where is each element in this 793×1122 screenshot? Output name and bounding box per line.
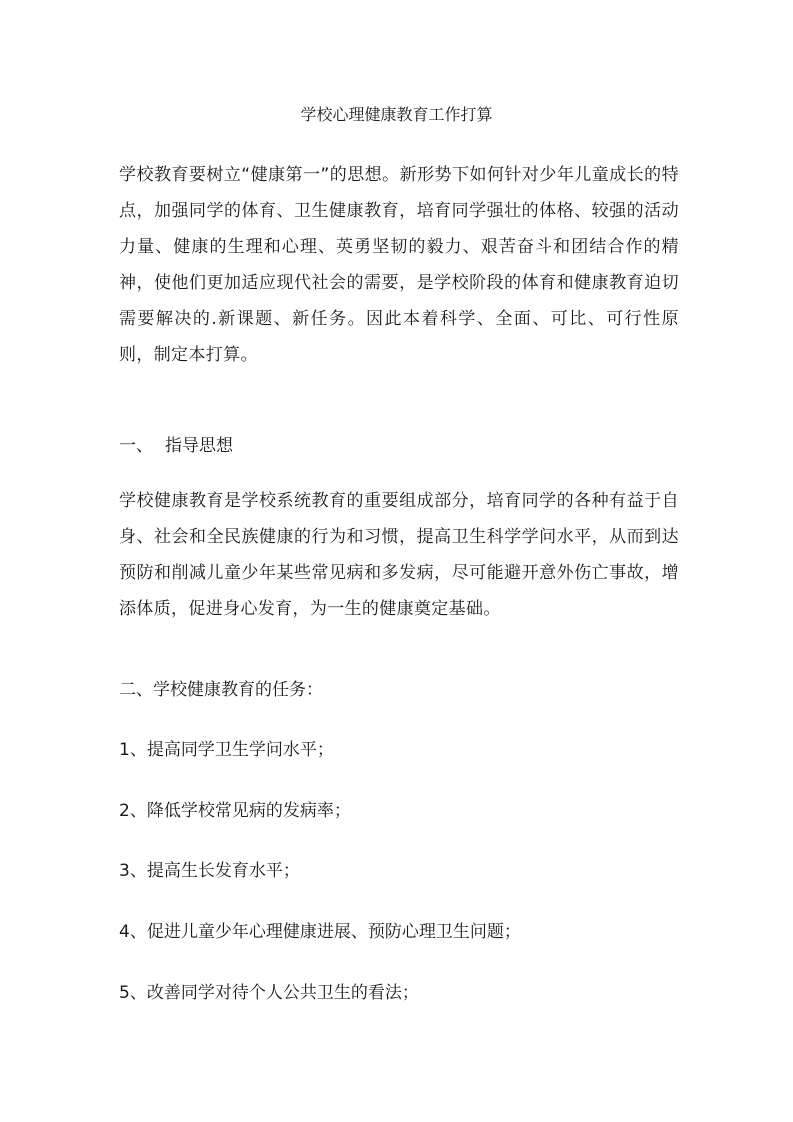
section-1-heading-text: 指导思想 (165, 436, 233, 456)
section-1-heading (119, 434, 233, 458)
task-list-item: 1、提高同学卫生学问水平； (119, 740, 334, 760)
task-list-item: 5、改善同学对待个人公共卫生的看法； (119, 983, 419, 1003)
task-list-item: 3、提高生长发育水平； (119, 861, 300, 881)
task-list-item: 4、促进儿童少年心理健康进展、预防心理卫生问题； (119, 922, 521, 942)
intro-paragraph: 学校教育要树立“健康第一”的思想。新形势下如何针对少年儿童成长的特点，加强同学的体育、卫生健康教育，培育同学强壮的体格、较强的活动力量、健康的生理和心理、英勇坚韧的毅力、艰苦奋斗和团结合作的精神，使他们更加适应现代社会的需要，是学校阶段的体育和健康教育迫切需要解决的.新课题、新任务。因此本着科学、全面、可比、可行性原则，制定本打算。 (119, 165, 679, 365)
section-2-heading: 二、学校健康教育的任务： (119, 680, 323, 700)
section-1-number: 一、 (119, 436, 153, 456)
section-1-paragraph: 学校健康教育是学校系统教育的重要组成部分，培育同学的各种有益于自身、社会和全民族健康的行为和习惯，提高卫生科学学问水平，从而到达预防和削减儿童少年某些常见病和多发病，尽可能避开意外伤亡事故，增添体质，促进身心发育，为一生的健康奠定基础。 (119, 491, 679, 619)
document-title: 学校心理健康教育工作打算 (300, 105, 493, 124)
task-list-item: 2、降低学校常见病的发病率； (119, 801, 351, 821)
